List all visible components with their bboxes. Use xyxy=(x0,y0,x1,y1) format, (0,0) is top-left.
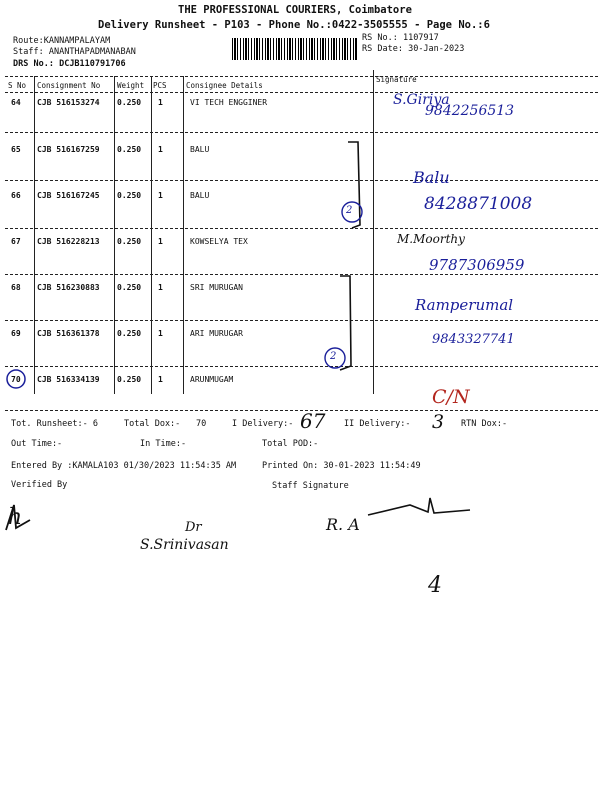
total-pod-label: Total POD:- xyxy=(262,439,319,449)
row-consignee: VI TECH ENGGINER xyxy=(190,98,268,107)
handwritten-phone: 9843327741 xyxy=(432,332,515,347)
i-delivery-count: 67 xyxy=(300,409,326,433)
row-consignment-no: CJB 516153274 xyxy=(37,98,100,107)
printed-on: Printed On: 30-01-2023 11:54:49 xyxy=(262,461,421,471)
row-weight: 0.250 xyxy=(117,98,142,107)
row-consignment-no: CJB 516167259 xyxy=(37,145,100,154)
rs-date-label: RS Date: xyxy=(362,44,403,54)
handwritten-cn-mark: C/N xyxy=(432,386,470,408)
row-consignee: BALU xyxy=(190,145,210,154)
rtn-dox-label: RTN Dox:- xyxy=(461,419,508,429)
company-title: THE PROFESSIONAL COURIERS, Coimbatore xyxy=(178,4,412,16)
row-pcs: 1 xyxy=(158,283,163,292)
rs-date-value: 30-Jan-2023 xyxy=(408,44,465,54)
col-header-signature: Signature xyxy=(376,75,417,84)
verifier-signature: S.Srinivasan xyxy=(140,537,229,553)
verified-mark: h xyxy=(8,505,23,530)
rs-no-label: RS No.: xyxy=(362,33,398,43)
staff-value: ANANTHAPADMANABAN xyxy=(48,47,136,57)
ii-delivery-label: II Delivery:- xyxy=(344,419,411,429)
drs-label: DRS No.: xyxy=(13,59,54,69)
i-delivery-label: I Delivery:- xyxy=(232,419,294,429)
row-consignee: SRI MURUGAN xyxy=(190,283,243,292)
row-sno: 69 xyxy=(11,329,21,338)
row-weight: 0.250 xyxy=(117,329,142,338)
col-header-pcs: PCS xyxy=(153,81,167,90)
ii-delivery-count: 3 xyxy=(432,411,445,433)
row-consignee: ARI MURUGAR xyxy=(190,329,243,338)
bracket-mark xyxy=(340,276,351,370)
row-weight: 0.250 xyxy=(117,145,142,154)
row-weight: 0.250 xyxy=(117,375,142,384)
total-dox-value: 70 xyxy=(196,419,207,429)
total-dox-label: Total Dox:- xyxy=(124,419,181,429)
row-weight: 0.250 xyxy=(117,237,142,246)
handwritten-mark: 4 xyxy=(428,573,442,598)
row-consignment-no: CJB 516334139 xyxy=(37,375,100,384)
entered-by: Entered By :KAMALA103 01/30/2023 11:54:35 AM xyxy=(11,461,237,471)
col-header-consignee: Consignee Details xyxy=(186,81,263,90)
tot-runsheet: Tot. Runsheet:- 6 xyxy=(11,419,98,429)
signature-stroke xyxy=(368,498,470,515)
handwritten-signature: Balu xyxy=(413,168,450,187)
row-consignee: BALU xyxy=(190,191,210,200)
col-header-weight: Weight xyxy=(117,81,145,90)
row-weight: 0.250 xyxy=(117,191,142,200)
verifier-initials: Dr xyxy=(185,520,202,535)
drs-value: DCJB110791706 xyxy=(59,59,126,69)
row-sno: 66 xyxy=(11,191,21,200)
staff-signature-label: Staff Signature xyxy=(272,481,349,491)
row-pcs: 1 xyxy=(158,375,163,384)
row-consignment-no: CJB 516230883 xyxy=(37,283,100,292)
row-sno: 64 xyxy=(11,98,21,107)
row-sno: 68 xyxy=(11,283,21,292)
row-pcs: 1 xyxy=(158,145,163,154)
row-pcs: 1 xyxy=(158,191,163,200)
handwritten-phone: 8428871008 xyxy=(424,194,533,214)
staff-label: Staff: xyxy=(13,47,44,57)
route-label: Route: xyxy=(13,36,44,46)
row-sno: 65 xyxy=(11,145,21,154)
col-header-sno: S No xyxy=(8,81,27,90)
bracket-count: 2 xyxy=(330,351,337,362)
handwritten-signature: S.Giriya xyxy=(393,92,450,108)
row-consignment-no: CJB 516361378 xyxy=(37,329,100,338)
runsheet-subtitle: Delivery Runsheet - P103 - Phone No.:0422-3505555 - Page No.:6 xyxy=(98,19,490,31)
row-sno: 67 xyxy=(11,237,21,246)
out-time-label: Out Time:- xyxy=(11,439,63,449)
handwritten-signature: Ramperumal xyxy=(415,296,514,314)
row-consignee: KOWSELYA TEX xyxy=(190,237,248,246)
handwritten-phone: 9842256513 xyxy=(425,103,515,119)
bracket-count: 2 xyxy=(346,205,353,216)
row-consignment-no: CJB 516167245 xyxy=(37,191,100,200)
handwritten-signature: M.Moorthy xyxy=(397,232,465,246)
row-pcs: 1 xyxy=(158,98,163,107)
row-consignment-no: CJB 516228213 xyxy=(37,237,100,246)
col-header-consignment: Consignment No xyxy=(37,81,101,90)
verified-by-label: Verified By xyxy=(11,480,68,490)
row-sno: 70 xyxy=(11,375,21,384)
handwritten-phone: 9787306959 xyxy=(429,256,525,274)
circle-mark xyxy=(7,370,25,388)
row-pcs: 1 xyxy=(158,329,163,338)
rs-no-value: 1107917 xyxy=(402,33,439,43)
row-weight: 0.250 xyxy=(117,283,142,292)
row-consignee: ARUNMUGAM xyxy=(190,375,234,384)
staff-signature-handwritten: R. A xyxy=(326,515,360,534)
row-pcs: 1 xyxy=(158,237,163,246)
route-value: KANNAMPALAYAM xyxy=(43,36,111,46)
in-time-label: In Time:- xyxy=(140,439,187,449)
